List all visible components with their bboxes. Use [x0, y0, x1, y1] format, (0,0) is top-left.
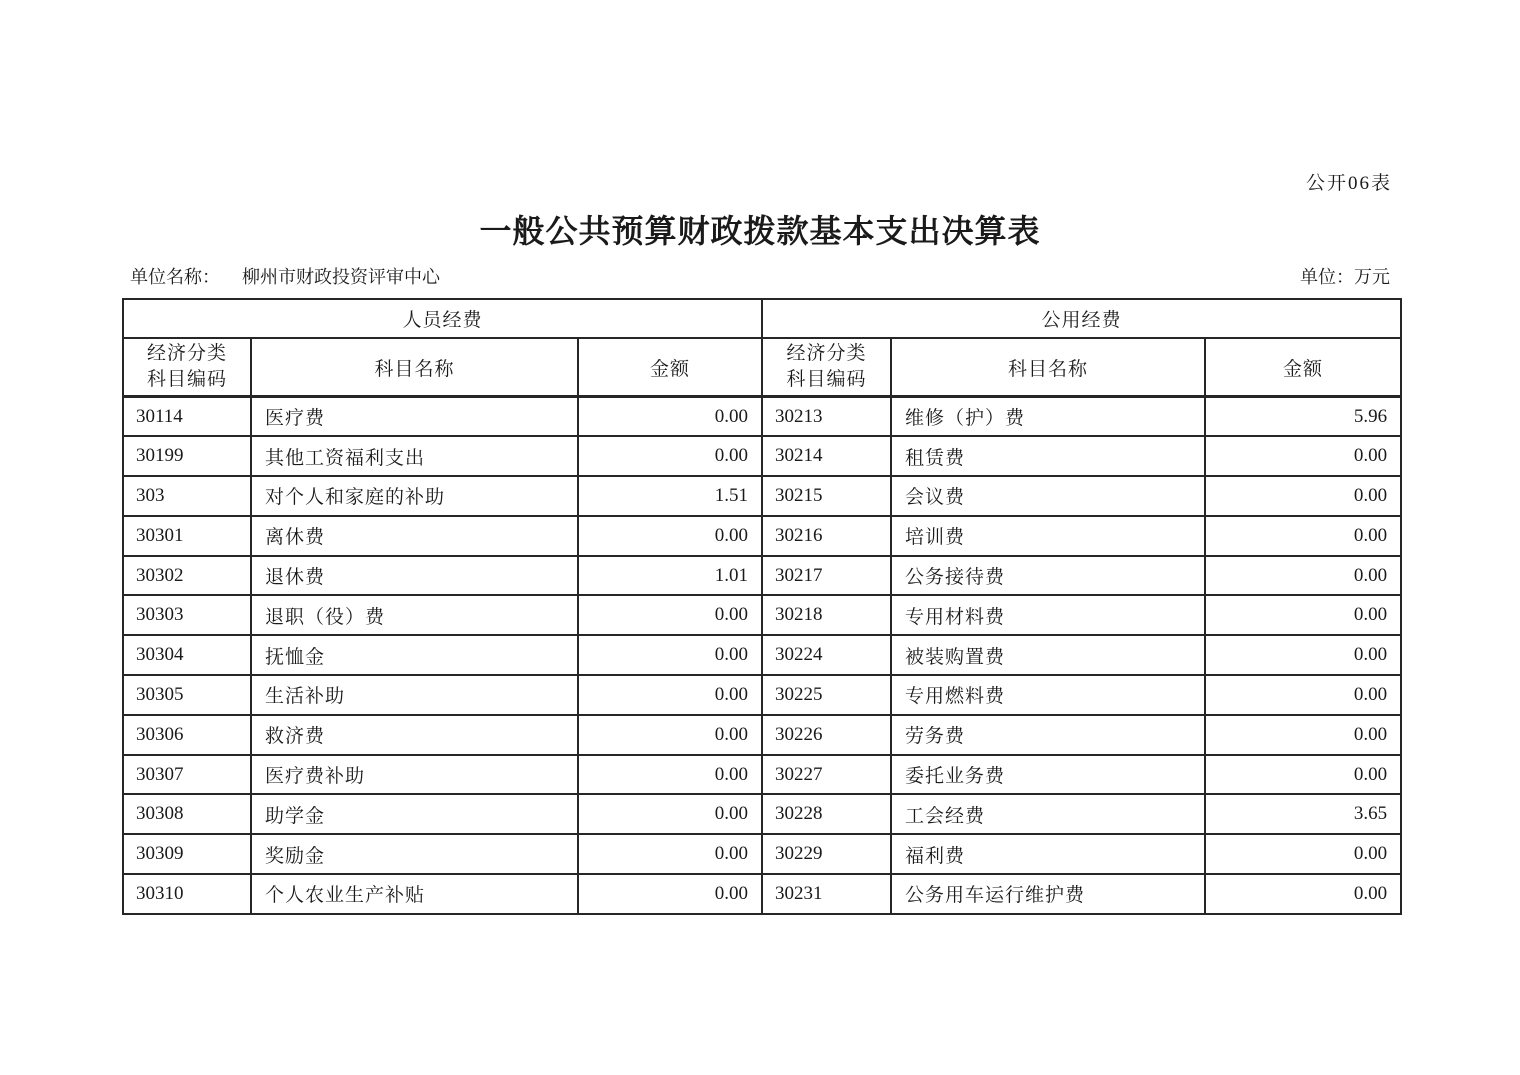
- column-header-code-line1: 经济分类: [146, 343, 227, 364]
- cell-name: 抚恤金: [251, 635, 578, 675]
- cell-amount: 0.00: [578, 397, 762, 437]
- table-row: [123, 874, 1401, 914]
- cell-name: 被装购置费: [891, 635, 1205, 675]
- section-title-public-funds: 公用经费: [762, 299, 1401, 338]
- cell-amount: 0.00: [1205, 595, 1401, 635]
- cell-name: 专用燃料费: [891, 675, 1205, 715]
- cell-name: 会议费: [891, 476, 1205, 516]
- cell-code: 30301: [123, 516, 251, 556]
- cell-name: 助学金: [251, 794, 578, 834]
- cell-amount: 1.51: [578, 476, 762, 516]
- unit-name-label: 单位名称：: [130, 267, 220, 287]
- table-row: [123, 397, 1401, 437]
- cell-code: 30306: [123, 715, 251, 755]
- cell-name: 离休费: [251, 516, 578, 556]
- cell-name: 医疗费: [251, 397, 578, 437]
- cell-code: 30218: [762, 595, 891, 635]
- column-header-code-line2: 科目编码: [786, 369, 867, 390]
- cell-code: 30215: [762, 476, 891, 516]
- table-code-label: 公开06表: [1305, 173, 1392, 194]
- table-row: [123, 675, 1401, 715]
- cell-amount: 3.65: [1205, 794, 1401, 834]
- cell-name: 救济费: [251, 715, 578, 755]
- cell-code: 30302: [123, 556, 251, 596]
- currency-unit-label: 单位：万元: [1300, 267, 1390, 287]
- cell-code: 30228: [762, 794, 891, 834]
- cell-name: 委托业务费: [891, 755, 1205, 795]
- cell-name: 维修（护）费: [891, 397, 1205, 437]
- table-row: [123, 436, 1401, 476]
- unit-name-value: 柳州市财政投资评审中心: [242, 267, 440, 287]
- cell-code: 30309: [123, 834, 251, 874]
- cell-code: 30231: [762, 874, 891, 914]
- cell-code: 303: [123, 476, 251, 516]
- cell-amount: 0.00: [1205, 715, 1401, 755]
- cell-amount: 1.01: [578, 556, 762, 596]
- column-header-code-right: [762, 338, 891, 397]
- table-row: [123, 476, 1401, 516]
- table-row: [123, 794, 1401, 834]
- budget-table: [122, 298, 1402, 915]
- cell-name: 对个人和家庭的补助: [251, 476, 578, 516]
- table-row: [123, 755, 1401, 795]
- cell-code: 30217: [762, 556, 891, 596]
- cell-code: 30229: [762, 834, 891, 874]
- cell-name: 公务用车运行维护费: [891, 874, 1205, 914]
- cell-name: 医疗费补助: [251, 755, 578, 795]
- cell-amount: 0.00: [578, 595, 762, 635]
- cell-name: 生活补助: [251, 675, 578, 715]
- column-header-row: [123, 338, 1401, 397]
- column-header-amount-left: 金额: [578, 338, 762, 397]
- table-body: [123, 397, 1401, 914]
- cell-amount: 0.00: [1205, 874, 1401, 914]
- cell-name: 租赁费: [891, 436, 1205, 476]
- cell-amount: 0.00: [578, 755, 762, 795]
- section-header-row: [123, 299, 1401, 338]
- cell-name: 退休费: [251, 556, 578, 596]
- cell-amount: 0.00: [1205, 675, 1401, 715]
- cell-code: 30225: [762, 675, 891, 715]
- cell-code: 30224: [762, 635, 891, 675]
- cell-amount: 0.00: [1205, 516, 1401, 556]
- cell-code: 30305: [123, 675, 251, 715]
- cell-amount: 5.96: [1205, 397, 1401, 437]
- cell-name: 个人农业生产补贴: [251, 874, 578, 914]
- cell-code: 30214: [762, 436, 891, 476]
- cell-name: 公务接待费: [891, 556, 1205, 596]
- table-row: [123, 834, 1401, 874]
- cell-name: 奖励金: [251, 834, 578, 874]
- cell-name: 专用材料费: [891, 595, 1205, 635]
- cell-amount: 0.00: [578, 516, 762, 556]
- cell-code: 30303: [123, 595, 251, 635]
- cell-name: 工会经费: [891, 794, 1205, 834]
- cell-amount: 0.00: [1205, 755, 1401, 795]
- cell-amount: 0.00: [578, 675, 762, 715]
- column-header-code-line2: 科目编码: [146, 369, 227, 390]
- cell-code: 30227: [762, 755, 891, 795]
- cell-amount: 0.00: [578, 436, 762, 476]
- section-title-personnel-funds: 人员经费: [123, 299, 762, 338]
- cell-name: 劳务费: [891, 715, 1205, 755]
- column-header-code-line1: 经济分类: [786, 343, 867, 364]
- table-row: [123, 516, 1401, 556]
- column-header-name-left: 科目名称: [251, 338, 578, 397]
- cell-code: 30199: [123, 436, 251, 476]
- column-header-name-right: 科目名称: [891, 338, 1205, 397]
- cell-name: 培训费: [891, 516, 1205, 556]
- unit-name-group: [130, 263, 440, 289]
- cell-amount: 0.00: [578, 715, 762, 755]
- cell-code: 30216: [762, 516, 891, 556]
- cell-code: 30114: [123, 397, 251, 437]
- column-header-code-left: [123, 338, 251, 397]
- cell-amount: 0.00: [1205, 834, 1401, 874]
- cell-code: 30226: [762, 715, 891, 755]
- cell-code: 30308: [123, 794, 251, 834]
- column-header-amount-right: 金额: [1205, 338, 1401, 397]
- cell-amount: 0.00: [1205, 556, 1401, 596]
- table-row: [123, 635, 1401, 675]
- cell-amount: 0.00: [578, 635, 762, 675]
- cell-code: 30213: [762, 397, 891, 437]
- cell-amount: 0.00: [1205, 635, 1401, 675]
- cell-code: 30310: [123, 874, 251, 914]
- cell-name: 退职（役）费: [251, 595, 578, 635]
- page-title: 一般公共预算财政拨款基本支出决算表: [479, 213, 1041, 249]
- cell-name: 福利费: [891, 834, 1205, 874]
- cell-amount: 0.00: [1205, 436, 1401, 476]
- cell-code: 30307: [123, 755, 251, 795]
- cell-amount: 0.00: [578, 794, 762, 834]
- cell-amount: 0.00: [578, 834, 762, 874]
- cell-amount: 0.00: [1205, 476, 1401, 516]
- table-row: [123, 556, 1401, 596]
- cell-name: 其他工资福利支出: [251, 436, 578, 476]
- table-row: [123, 595, 1401, 635]
- meta-row: [130, 263, 1390, 289]
- table-row: [123, 715, 1401, 755]
- cell-code: 30304: [123, 635, 251, 675]
- cell-amount: 0.00: [578, 874, 762, 914]
